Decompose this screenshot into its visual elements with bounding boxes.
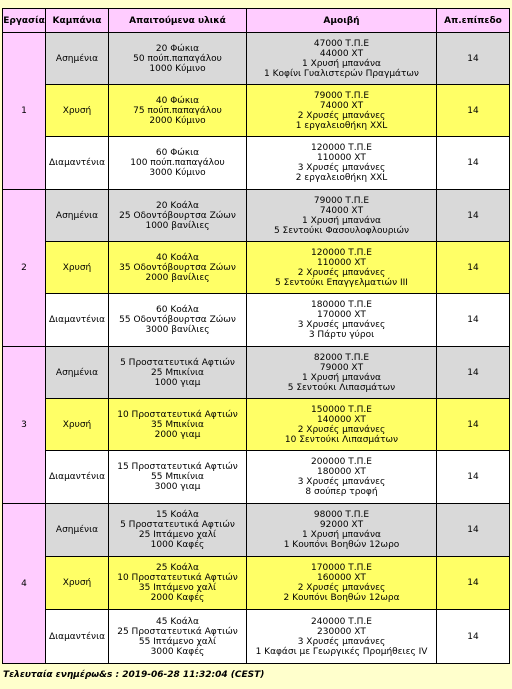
campaign-name: Ασημένια (46, 347, 109, 399)
material-line: 20 Φώκια (155, 43, 200, 54)
task-number: 4 (3, 504, 46, 664)
materials-cell (109, 399, 247, 451)
material-line: 35 Μπικίνια (151, 419, 204, 430)
reward-line: 1 Κοφίνι Γυαλιστερών Πραγμάτων (264, 68, 419, 79)
materials-cell (109, 242, 247, 294)
material-line: 60 Φώκια (155, 148, 200, 158)
task-2-gold-row (3, 242, 510, 294)
required-level: 14 (437, 347, 510, 399)
campaign-name: Ασημένια (46, 33, 109, 85)
last-updated-text: Τελευταία ενημέρω&s : 2019-06-28 11:32:04 (CEST) (3, 670, 265, 680)
rewards-cell (247, 504, 437, 557)
materials-cell (109, 33, 247, 85)
reward-line: 180000 ΧΤ (317, 467, 366, 477)
reward-line: 140000 ΧΤ (317, 414, 366, 425)
material-line: 10 Προστατευτικά Αφτιών (117, 573, 238, 583)
materials-cell (109, 190, 247, 242)
task-1-silver-row (3, 33, 510, 85)
reward-line: 1 Καφάσι με Γεωργικές Προμήθειες IV (255, 646, 428, 657)
material-line: 5 Προστατευτικά Αφτιών (120, 520, 235, 530)
reward-line: 3 Χρυσές μπανάνες (297, 477, 386, 487)
reward-line: 3 Πάρτυ γύροι (308, 330, 375, 340)
material-line: 50 πούπ.παπαγάλου (133, 53, 222, 64)
reward-line: 150000 Τ.Π.Ε (311, 404, 372, 415)
reward-line: 1 εργαλειοθήκη XXL (295, 120, 388, 131)
reward-line: 110000 ΧΤ (317, 257, 366, 268)
reward-line: 1 Χρυσή μπανάνα (302, 530, 381, 540)
material-line: 1000 Κύμινο (149, 63, 206, 74)
rewards-table (2, 8, 510, 664)
campaign-name: Χρυσή (46, 399, 109, 451)
materials-cell (109, 610, 247, 664)
material-line: 25 Οδοντόβουρτσα Ζώων (119, 210, 236, 221)
campaign-name: Χρυσή (46, 85, 109, 137)
material-line: 15 Προστατευτικά Αφτιών (117, 462, 238, 472)
rewards-cell (247, 294, 437, 347)
materials-cell (109, 557, 247, 610)
reward-line: 180000 Τ.Π.Ε (311, 300, 372, 310)
task-number: 2 (3, 190, 46, 347)
reward-line: 2 Χρυσές μπανάνες (297, 110, 386, 121)
rewards-cell (247, 399, 437, 451)
campaign-name: Διαμαντένια (46, 451, 109, 504)
task-4-gold-row (3, 557, 510, 610)
reward-line: 230000 ΧΤ (317, 626, 366, 637)
material-line: 35 Ιπτάμενο χαλί (138, 583, 217, 593)
reward-line: 1 Χρυσή μπανάνα (302, 372, 381, 383)
required-level: 14 (437, 242, 510, 294)
rewards-cell (247, 242, 437, 294)
materials-cell (109, 504, 247, 557)
campaign-name: Χρυσή (46, 557, 109, 610)
task-3-silver-row (3, 347, 510, 399)
reward-line: 170000 ΧΤ (317, 310, 366, 320)
campaign-name: Διαμαντένια (46, 137, 109, 190)
header-level: Απ.επίπεδο (437, 9, 510, 33)
campaign-name: Διαμαντένια (46, 294, 109, 347)
reward-line: 44000 ΧΤ (319, 48, 364, 59)
materials-cell (109, 85, 247, 137)
material-line: 60 Κοάλα (156, 305, 199, 315)
header-materials: Απαιτούμενα υλικά (109, 9, 247, 33)
reward-line: 3 Χρυσές μπανάνες (297, 320, 386, 330)
material-line: 25 Ιπτάμενο χαλί (138, 530, 217, 540)
material-line: 40 Φώκια (155, 95, 200, 106)
material-line: 1000 γιαμ (154, 377, 201, 388)
header-row (3, 9, 510, 33)
required-level: 14 (437, 610, 510, 664)
rewards-cell (247, 33, 437, 85)
required-level: 14 (437, 85, 510, 137)
reward-line: 5 Σεντούκι Επαγγελματιών III (275, 277, 408, 288)
header-task: Εργασία (3, 9, 46, 33)
reward-line: 82000 Τ.Π.Ε (313, 352, 370, 363)
header-campaign: Καμπάνια (46, 9, 109, 33)
reward-line: 3 Χρυσές μπανάνες (297, 636, 386, 647)
reward-line: 1 Χρυσή μπανάνα (302, 215, 381, 226)
task-2-diamond-row (3, 294, 510, 347)
material-line: 2000 Καφές (150, 593, 205, 603)
required-level: 14 (437, 33, 510, 85)
material-line: 100 πούπ.παπαγάλου (130, 158, 225, 168)
reward-line: 2 Χρυσές μπανάνες (297, 267, 386, 278)
material-line: 35 Οδοντόβουρτσα Ζώων (119, 262, 236, 273)
rewards-cell (247, 347, 437, 399)
reward-line: 74000 ΧΤ (319, 100, 364, 111)
reward-line: 200000 Τ.Π.Ε (311, 457, 372, 467)
campaign-name: Χρυσή (46, 242, 109, 294)
reward-line: 2 Κουπόνι Βοηθών 12ωρα (283, 593, 400, 603)
material-line: 3000 Κύμινο (149, 168, 206, 178)
material-line: 15 Κοάλα (156, 510, 199, 520)
material-line: 20 Κοάλα (156, 200, 199, 211)
material-line: 75 πούπ.παπαγάλου (133, 105, 222, 116)
material-line: 2000 βανίλιες (145, 272, 210, 283)
reward-line: 110000 ΧΤ (317, 153, 366, 163)
reward-line: 120000 Τ.Π.Ε (311, 247, 372, 258)
materials-cell (109, 347, 247, 399)
reward-line: 160000 ΧΤ (317, 573, 366, 583)
materials-cell (109, 137, 247, 190)
reward-line: 74000 ΧΤ (319, 205, 364, 216)
task-4-diamond-row (3, 610, 510, 664)
rewards-cell (247, 190, 437, 242)
required-level: 14 (437, 294, 510, 347)
rewards-cell (247, 557, 437, 610)
material-line: 25 Κοάλα (156, 563, 199, 573)
material-line: 2000 γιαμ (154, 429, 201, 440)
campaign-name: Διαμαντένια (46, 610, 109, 664)
task-1-gold-row (3, 85, 510, 137)
required-level: 14 (437, 190, 510, 242)
reward-line: 2 Χρυσές μπανάνες (297, 583, 386, 593)
reward-line: 240000 Τ.Π.Ε (311, 616, 372, 627)
material-line: 25 Προστατευτικά Αφτιών (117, 626, 238, 637)
rewards-cell (247, 137, 437, 190)
reward-line: 2 εργαλειοθήκη XXL (295, 173, 388, 183)
reward-line: 1 Κουπόνι Βοηθών 12ωρο (283, 540, 400, 550)
materials-cell (109, 294, 247, 347)
task-number: 3 (3, 347, 46, 504)
reward-line: 98000 Τ.Π.Ε (313, 510, 370, 520)
material-line: 1000 βανίλιες (145, 220, 210, 231)
reward-line: 47000 Τ.Π.Ε (313, 38, 370, 49)
required-level: 14 (437, 137, 510, 190)
material-line: 55 Μπικίνια (151, 472, 204, 482)
reward-line: 1 Χρυσή μπανάνα (302, 58, 381, 69)
material-line: 25 Μπικίνια (151, 367, 204, 378)
task-3-diamond-row (3, 451, 510, 504)
required-level: 14 (437, 399, 510, 451)
material-line: 3000 γιαμ (154, 482, 201, 492)
reward-line: 92000 ΧΤ (319, 520, 364, 530)
material-line: 55 Οδοντόβουρτσα Ζώων (119, 315, 236, 325)
header-reward: Αμοιβή (247, 9, 437, 33)
campaign-name: Ασημένια (46, 190, 109, 242)
reward-line: 120000 Τ.Π.Ε (311, 143, 372, 153)
material-line: 45 Κοάλα (156, 616, 199, 627)
task-4-silver-row (3, 504, 510, 557)
task-number: 1 (3, 33, 46, 190)
reward-line: 79000 ΧΤ (319, 362, 364, 373)
task-3-gold-row (3, 399, 510, 451)
reward-line: 2 Χρυσές μπανάνες (297, 424, 386, 435)
task-1-diamond-row (3, 137, 510, 190)
material-line: 5 Προστατευτικά Αφτιών (120, 357, 235, 368)
task-2-silver-row (3, 190, 510, 242)
reward-line: 170000 Τ.Π.Ε (311, 563, 372, 573)
material-line: 55 Ιπτάμενο χαλί (138, 636, 217, 647)
reward-line: 79000 Τ.Π.Ε (313, 195, 370, 206)
reward-line: 3 Χρυσές μπανάνες (297, 163, 386, 173)
required-level: 14 (437, 451, 510, 504)
material-line: 1000 Καφές (150, 540, 205, 550)
rewards-cell (247, 85, 437, 137)
material-line: 40 Κοάλα (156, 252, 199, 263)
reward-line: 79000 Τ.Π.Ε (313, 90, 370, 101)
materials-cell (109, 451, 247, 504)
required-level: 14 (437, 504, 510, 557)
reward-line: 8 σούπερ τροφή (305, 487, 378, 497)
rewards-cell (247, 610, 437, 664)
campaign-name: Ασημένια (46, 504, 109, 557)
required-level: 14 (437, 557, 510, 610)
material-line: 10 Προστατευτικά Αφτιών (117, 409, 238, 420)
material-line: 2000 Κύμινο (149, 115, 206, 126)
reward-line: 5 Σεντούκι Λιπασμάτων (287, 382, 396, 393)
material-line: 3000 Καφές (150, 646, 205, 657)
material-line: 3000 βανίλιες (145, 325, 210, 335)
rewards-cell (247, 451, 437, 504)
reward-line: 5 Σεντούκι Φασουλοφλουριών (273, 225, 410, 236)
reward-line: 10 Σεντούκι Λιπασμάτων (284, 434, 399, 445)
